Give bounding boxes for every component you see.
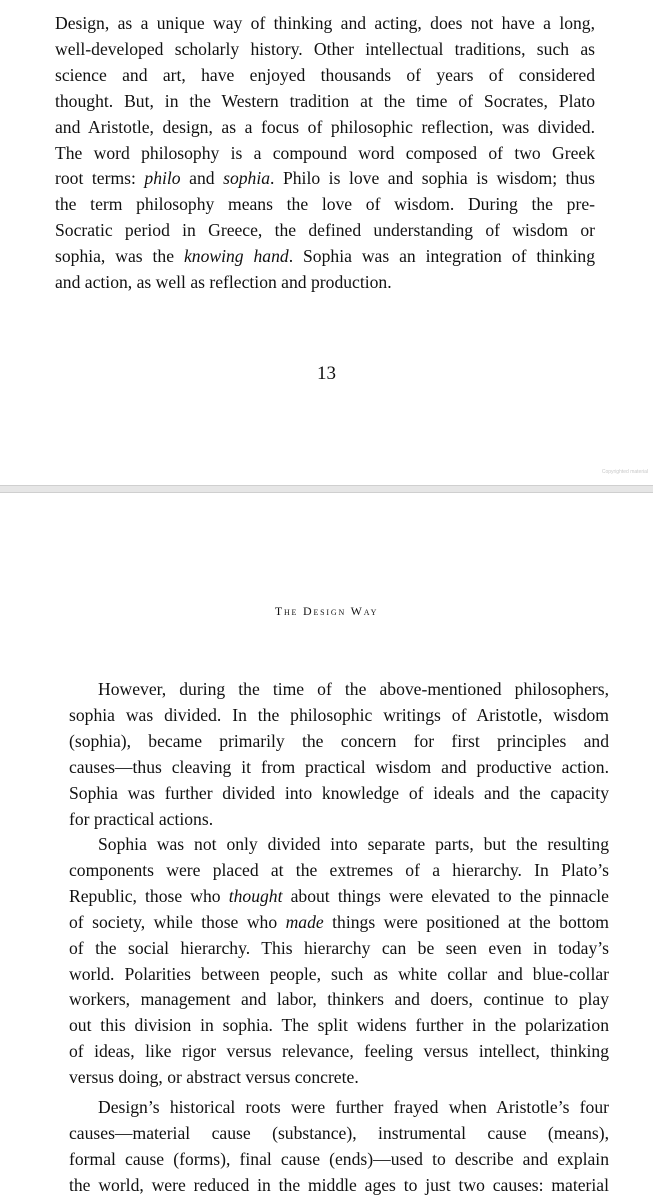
body-paragraph bbox=[69, 1095, 609, 1199]
italic-term: sophia bbox=[223, 168, 271, 189]
text-line: of ideas, like rigor versus relevance, feeling versus intellect, thinking bbox=[69, 1041, 609, 1062]
text-line bbox=[69, 910, 609, 936]
text-line: out this division in sophia. The split widens further in the polarization bbox=[69, 1015, 609, 1036]
text-line: Design’s historical roots were further frayed when Aristotle’s four bbox=[98, 1097, 609, 1117]
text-line: (sophia), became primarily the concern for first principles and bbox=[69, 730, 609, 751]
text-line: The word philosophy is a compound word composed of two Greek bbox=[55, 142, 595, 163]
text-run: . Philo is love and sophia is wisdom; thus bbox=[270, 168, 595, 189]
text-line: for practical actions. bbox=[69, 808, 214, 829]
text-line: thought. But, in the Western tradition at the time of Socrates, Plato bbox=[55, 90, 595, 111]
text-run: root terms: bbox=[55, 168, 145, 189]
text-run: Republic, those who bbox=[69, 885, 229, 906]
italic-term: knowing hand bbox=[183, 246, 289, 267]
text-line: science and art, have enjoyed thousands of years of considered bbox=[55, 64, 595, 85]
text-run: . Sophia was an integration of thinking bbox=[288, 246, 595, 267]
text-line: and action, as well as reflection and production. bbox=[55, 272, 392, 293]
text-run: things were positioned at the bottom bbox=[323, 911, 609, 932]
text-line: causes—material cause (substance), instrumental cause (means), bbox=[69, 1122, 609, 1143]
text-line: sophia was divided. In the philosophic writings of Aristotle, wisdom bbox=[69, 704, 609, 725]
body-paragraph bbox=[55, 11, 595, 296]
body-paragraph bbox=[69, 677, 609, 832]
text-line: components were placed at the extremes of a hierarchy. In Plato’s bbox=[69, 859, 609, 880]
text-line: Design, as a unique way of thinking and acting, does not have a long, bbox=[55, 13, 595, 33]
text-run: about things were elevated to the pinnacle bbox=[282, 885, 609, 906]
text-run: of society, while those who bbox=[69, 911, 286, 932]
text-line: However, during the time of the above-mentioned philosophers, bbox=[98, 679, 609, 699]
text-line: causes—thus cleaving it from practical wisdom and productive action. bbox=[69, 756, 609, 777]
text-run: sophia, was the bbox=[55, 246, 184, 267]
page-separator bbox=[0, 485, 653, 493]
running-head: The Design Way bbox=[274, 604, 379, 618]
italic-term: made bbox=[285, 911, 324, 932]
text-run: and bbox=[180, 168, 224, 189]
page-13 bbox=[0, 0, 653, 485]
text-line: world. Polarities between people, such as white collar and blue-collar bbox=[69, 963, 609, 984]
text-line bbox=[55, 244, 595, 270]
page-number: 13 bbox=[317, 363, 336, 384]
italic-term: philo bbox=[144, 168, 181, 189]
text-line: well-developed scholarly history. Other intellectual traditions, such as bbox=[55, 38, 595, 59]
text-line: of the social hierarchy. This hierarchy can be seen even in today’s bbox=[69, 937, 609, 958]
text-line: formal cause (forms), final cause (ends)—used to describe and explain bbox=[69, 1148, 609, 1169]
copyright-watermark: Copyrighted material bbox=[601, 469, 648, 475]
text-line: Sophia was further divided into knowledge of ideals and the capacity bbox=[69, 782, 609, 803]
text-line: and Aristotle, design, as a focus of philosophic reflection, was divided. bbox=[55, 116, 595, 137]
text-line bbox=[69, 884, 609, 910]
text-line: the world, were reduced in the middle ages to just two causes: material bbox=[69, 1174, 609, 1195]
text-line: workers, management and labor, thinkers and doers, continue to play bbox=[69, 989, 609, 1010]
italic-term: thought bbox=[228, 885, 283, 906]
text-line: the term philosophy means the love of wisdom. During the pre- bbox=[55, 194, 595, 215]
text-line: Socratic period in Greece, the defined understanding of wisdom or bbox=[55, 220, 595, 241]
text-line: versus doing, or abstract versus concrete. bbox=[69, 1067, 359, 1088]
text-line bbox=[55, 166, 595, 192]
text-line: Sophia was not only divided into separate parts, but the resulting bbox=[98, 834, 609, 854]
body-paragraph bbox=[69, 832, 609, 1091]
